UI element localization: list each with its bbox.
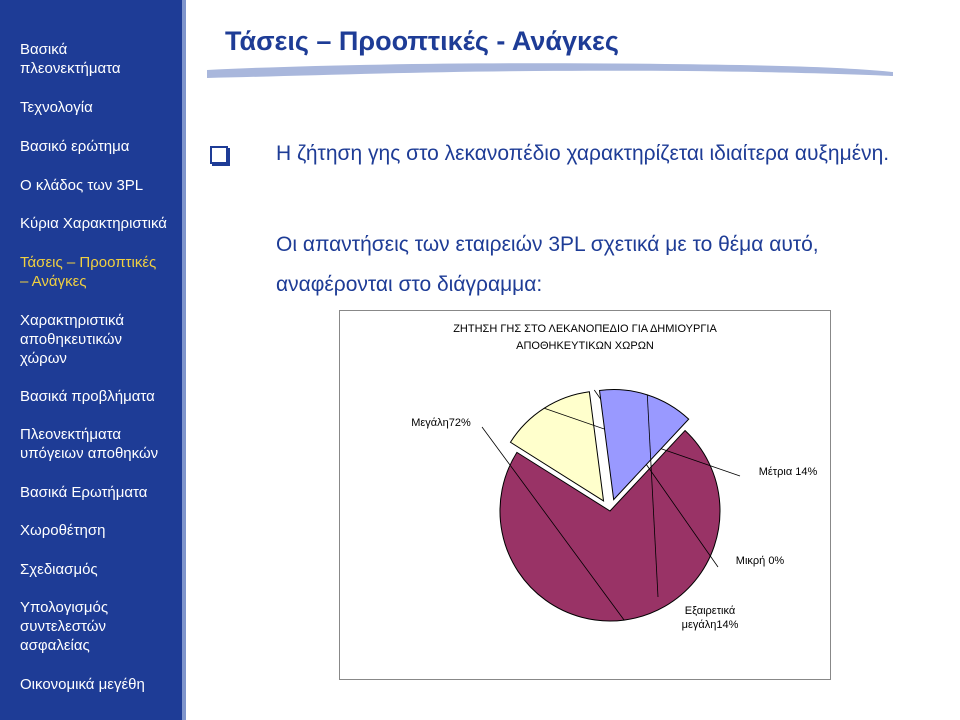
sidebar-item-basic-question[interactable]: Βασικό ερώτημα bbox=[20, 138, 130, 155]
sidebar-item-location[interactable]: Χωροθέτηση bbox=[20, 522, 106, 539]
sidebar-item-underground-advantages[interactable]: Πλεονεκτήματα υπόγειων αποθηκών bbox=[20, 426, 159, 462]
sidebar-item-technology[interactable]: Τεχνολογία bbox=[20, 99, 93, 116]
slice-label-2: Μικρή 0% bbox=[735, 555, 785, 567]
pie-chart bbox=[339, 310, 831, 680]
sidebar-item-storage-characteristics[interactable]: Χαρακτηριστικά αποθηκευτικών χώρων bbox=[20, 312, 125, 367]
title-underline bbox=[205, 58, 895, 82]
slice-label-3: Εξαιρετικά μεγάλη14% bbox=[681, 605, 739, 631]
sidebar-item-trends[interactable]: Τάσεις – Προοπτικές – Ανάγκες bbox=[20, 254, 157, 290]
sidebar-edge bbox=[182, 0, 186, 720]
sidebar-item-design[interactable]: Σχεδιασμός bbox=[20, 561, 98, 578]
sidebar bbox=[0, 0, 186, 720]
sidebar-item-economic-figures[interactable]: Οικονομικά μεγέθη bbox=[20, 676, 145, 693]
sidebar-item-safety-factors[interactable]: Υπολογισμός συντελεστών ασφαλείας bbox=[20, 599, 109, 654]
slice-label-1: Μέτρια 14% bbox=[758, 466, 818, 478]
sidebar-item-basic-advantages[interactable]: Βασικά πλεονεκτήματα bbox=[20, 41, 121, 77]
sidebar-item-basic-problems[interactable]: Βασικά προβλήματα bbox=[20, 388, 155, 405]
sidebar-item-main-characteristics[interactable]: Κύρια Χαρακτηριστικά bbox=[20, 215, 167, 232]
slice-label-0: Μεγάλη72% bbox=[411, 417, 471, 429]
sidebar-item-basic-questions[interactable]: Βασικά Ερωτήματα bbox=[20, 484, 148, 501]
sidebar-item-3pl-sector[interactable]: Ο κλάδος των 3PL bbox=[20, 177, 144, 194]
chart-title: ΖΗΤΗΣΗ ΓΗΣ ΣΤΟ ΛΕΚΑΝΟΠΕΔΙΟ ΓΙΑ ΔΗΜΙΟΥΡΓΙΑ ΑΠΟΘΗΚΕΥΤΙΚΩΝ ΧΩΡΩΝ bbox=[453, 323, 717, 352]
bullet-checkbox-icon bbox=[210, 146, 228, 164]
pie-svg bbox=[340, 311, 830, 679]
slide-title: Τάσεις – Προοπτικές - Ανάγκες bbox=[225, 26, 619, 56]
body-text-responses: Οι απαντήσεις των εταιρειών 3PL σχετικά με το θέμα αυτό, αναφέρονται στο διάγραμμα: bbox=[276, 233, 819, 296]
bullet-text-demand: Η ζήτηση γης στο λεκανοπέδιο χαρακτηρίζεται ιδιαίτερα αυξημένη. bbox=[276, 142, 890, 165]
